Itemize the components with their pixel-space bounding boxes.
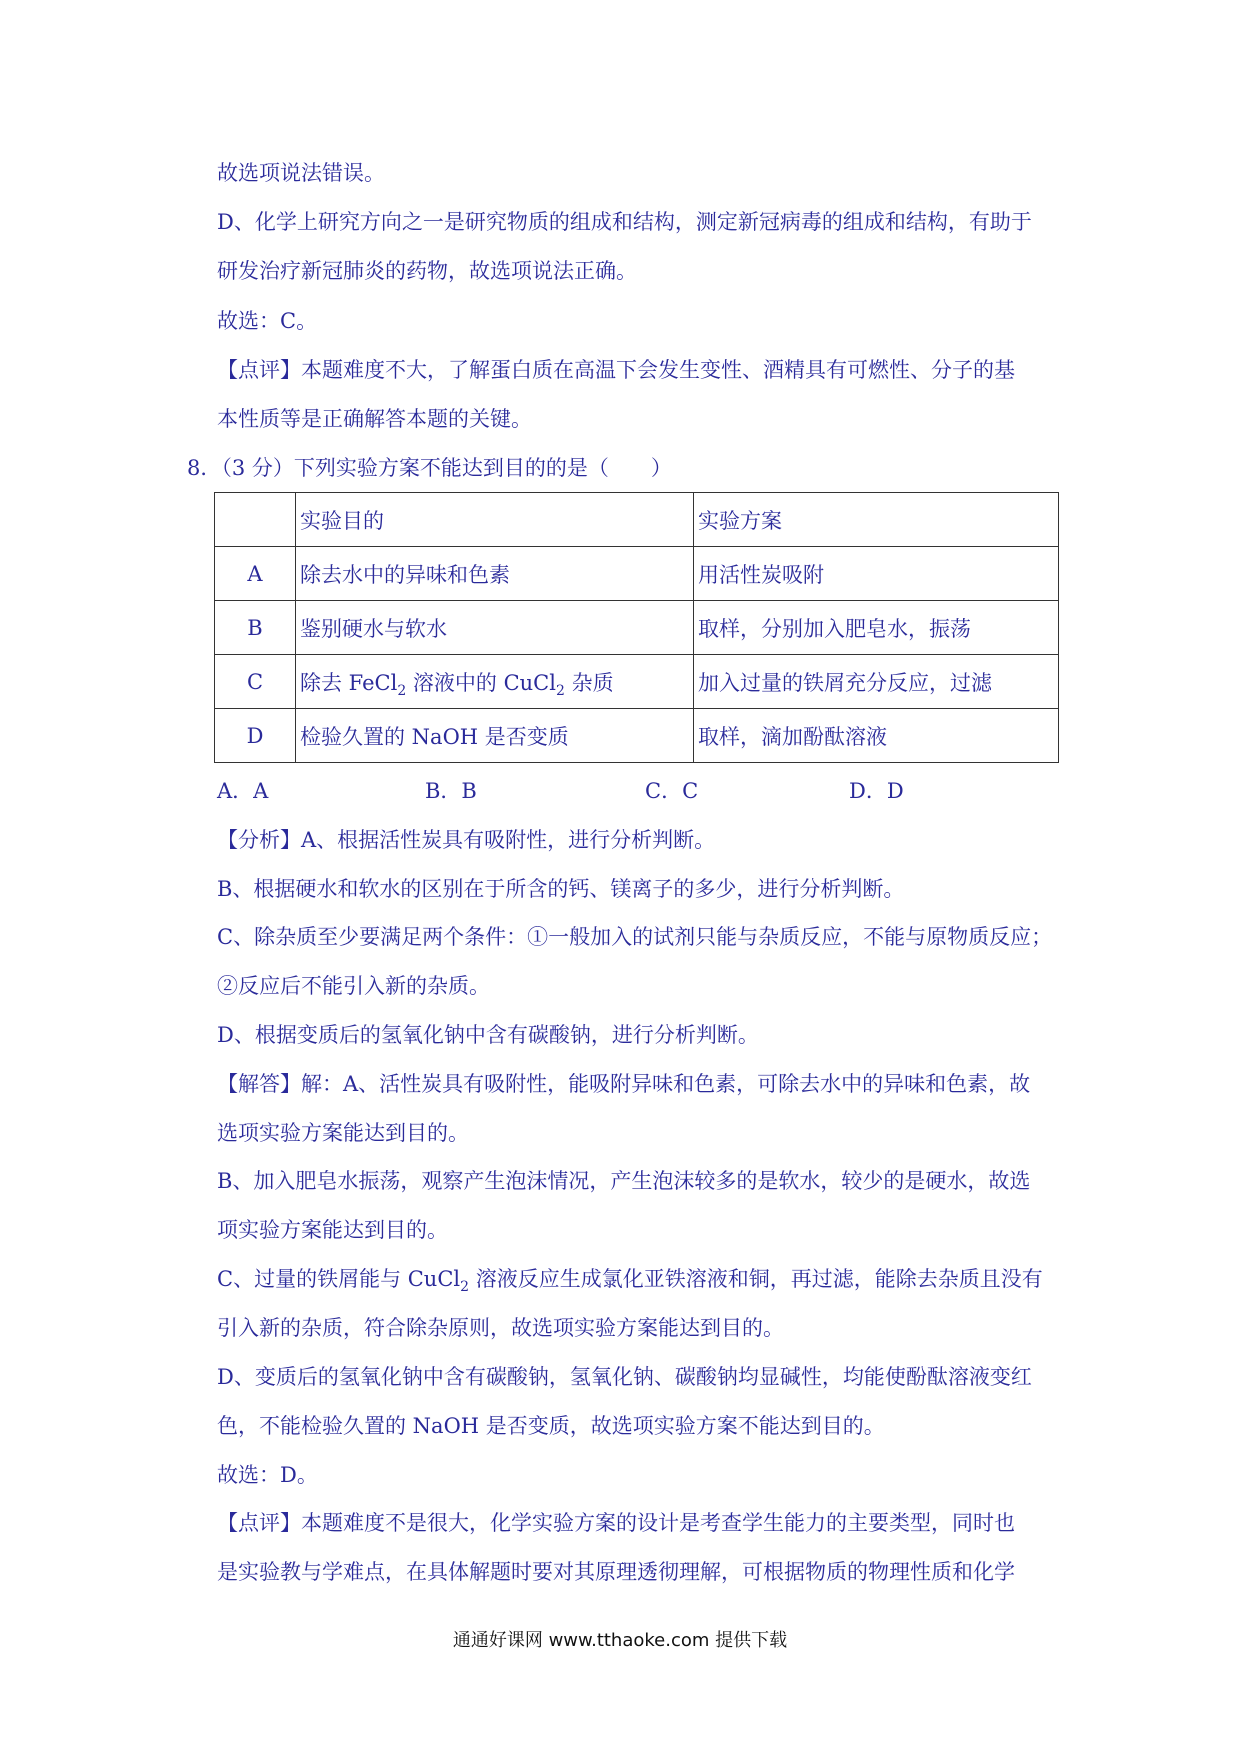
experiment-table	[214, 492, 1059, 763]
comment-line: 本性质等是正确解答本题的关键。	[217, 407, 532, 431]
solution-text: 溶液反应生成氯化亚铁溶液和铜，再过滤，能除去杂质且没有	[469, 1267, 1043, 1291]
comment-line: 是实验教与学难点，在具体解题时要对其原理透彻理解，可根据物质的物理性质和化学	[217, 1560, 1015, 1584]
answer-options	[217, 776, 1062, 806]
purpose-text: 除去 FeCl	[300, 670, 398, 695]
analysis-line: 【分析】A、根据活性炭具有吸附性，进行分析判断。	[217, 828, 716, 852]
solution-line: 【解答】解：A、活性炭具有吸附性，能吸附异味和色素，可除去水中的异味和色素，故	[217, 1072, 1031, 1096]
analysis-line: D、根据变质后的氢氧化钠中含有碳酸钠，进行分析判断。	[217, 1023, 759, 1047]
analysis-line: C、除杂质至少要满足两个条件：①一般加入的试剂只能与杂质反应，不能与原物质反应；	[217, 925, 1053, 949]
option-a: A．A	[217, 779, 269, 803]
table-header-cell: 实验目的	[296, 493, 694, 547]
table-row	[215, 709, 1059, 763]
subscript: 2	[397, 682, 407, 699]
question-text: 8．（3 分）下列实验方案不能达到目的的是（ ）	[187, 456, 672, 480]
comment-line: 【点评】本题难度不是很大，化学实验方案的设计是考查学生能力的主要类型，同时也	[217, 1511, 1015, 1535]
option-c: C．C	[645, 779, 699, 803]
row-method: 取样，滴加酚酞溶液	[694, 709, 1059, 763]
row-purpose: 鉴别硬水与软水	[296, 601, 694, 655]
solution-line	[217, 1264, 1062, 1294]
subscript: 2	[555, 682, 565, 699]
answer-line: 故选：D。	[217, 1463, 318, 1487]
subscript: 2	[460, 1279, 470, 1296]
solution-line: B、加入肥皂水振荡，观察产生泡沫情况，产生泡沫较多的是软水，较少的是硬水，故选	[217, 1169, 1031, 1193]
purpose-text: 溶液中的 CuCl	[406, 670, 556, 695]
table-header-row	[215, 493, 1059, 547]
row-label: B	[215, 601, 296, 655]
paragraph-line: 故选项说法错误。	[217, 161, 385, 185]
solution-line: D、变质后的氢氧化钠中含有碳酸钠，氢氧化钠、碳酸钠均显碱性，均能使酚酞溶液变红	[217, 1365, 1032, 1389]
table-row	[215, 655, 1059, 709]
row-method: 用活性炭吸附	[694, 547, 1059, 601]
analysis-line: ②反应后不能引入新的杂质。	[217, 974, 490, 998]
row-purpose: 除去水中的异味和色素	[296, 547, 694, 601]
table-row	[215, 547, 1059, 601]
analysis-line: B、根据硬水和软水的区别在于所含的钙、镁离子的多少，进行分析判断。	[217, 877, 905, 901]
table-header-cell: 实验方案	[694, 493, 1059, 547]
row-method: 加入过量的铁屑充分反应，过滤	[694, 655, 1059, 709]
option-b: B．B	[425, 779, 477, 803]
row-label: D	[215, 709, 296, 763]
row-purpose	[296, 655, 694, 709]
solution-line: 选项实验方案能达到目的。	[217, 1121, 469, 1145]
paragraph-line: D、化学上研究方向之一是研究物质的组成和结构，测定新冠病毒的组成和结构，有助于	[217, 210, 1032, 234]
solution-text: C、过量的铁屑能与 CuCl	[217, 1267, 461, 1291]
option-d: D．D	[849, 779, 904, 803]
row-label: A	[215, 547, 296, 601]
solution-line: 引入新的杂质，符合除杂原则，故选项实验方案能达到目的。	[217, 1316, 784, 1340]
solution-line: 项实验方案能达到目的。	[217, 1218, 448, 1242]
row-method: 取样，分别加入肥皂水，振荡	[694, 601, 1059, 655]
table-row	[215, 601, 1059, 655]
row-purpose: 检验久置的 NaOH 是否变质	[296, 709, 694, 763]
page-footer: 通通好课网 www.tthaoke.com 提供下载	[452, 1630, 788, 1651]
paragraph-line: 研发治疗新冠肺炎的药物，故选项说法正确。	[217, 259, 637, 283]
solution-line: 色，不能检验久置的 NaOH 是否变质，故选项实验方案不能达到目的。	[217, 1414, 885, 1438]
comment-line: 【点评】本题难度不大，了解蛋白质在高温下会发生变性、酒精具有可燃性、分子的基	[217, 358, 1015, 382]
row-label: C	[215, 655, 296, 709]
table-header-cell	[215, 493, 296, 547]
paragraph-line: 故选：C。	[217, 309, 318, 333]
purpose-text: 杂质	[564, 670, 614, 695]
